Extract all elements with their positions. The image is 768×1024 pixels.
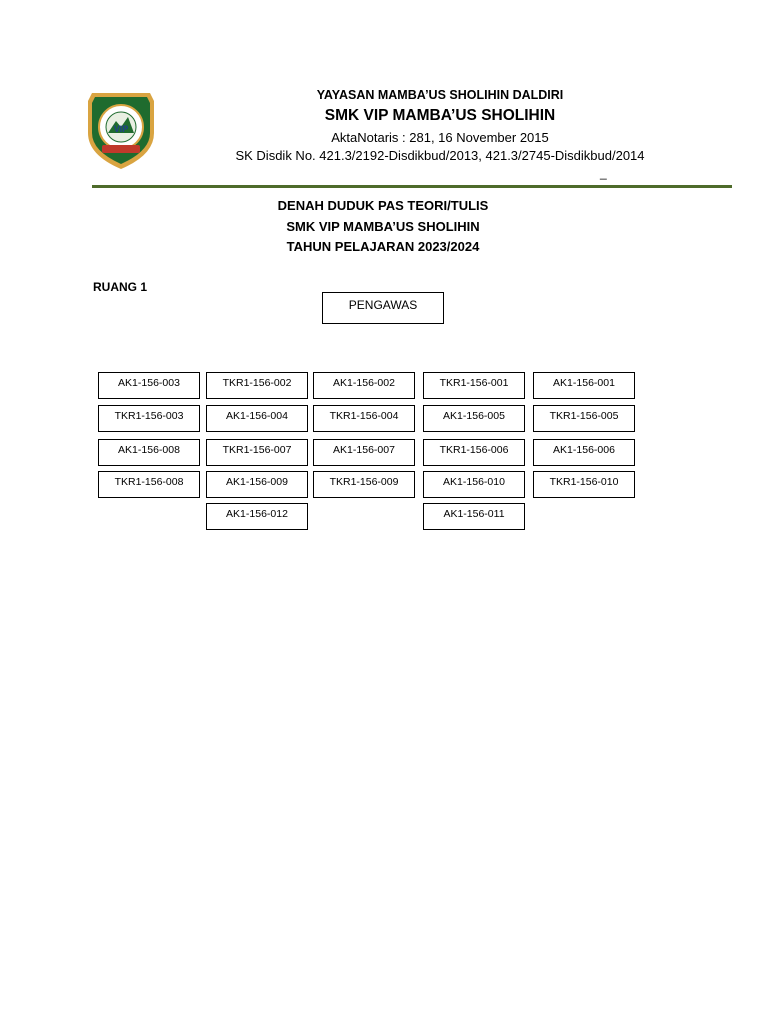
- seat-box: AK1-156-008: [98, 439, 200, 466]
- seat-box: AK1-156-007: [313, 439, 415, 466]
- room-label: RUANG 1: [93, 280, 148, 294]
- decree-number: SK Disdik No. 421.3/2192-Disdikbud/2013, 421.3/2745-Disdikbud/2014: [235, 148, 645, 163]
- seat-box: TKR1-156-009: [313, 471, 415, 498]
- seat-box: TKR1-156-010: [533, 471, 635, 498]
- seat-box: AK1-156-002: [313, 372, 415, 399]
- notary-deed: AktaNotaris : 281, 16 November 2015: [331, 130, 549, 145]
- seat-box: TKR1-156-008: [98, 471, 200, 498]
- seat-box: AK1-156-012: [206, 503, 308, 530]
- header-divider: [92, 185, 732, 188]
- document-title: DENAH DUDUK PAS TEORI/TULIS: [277, 198, 489, 213]
- seat-box: AK1-156-005: [423, 405, 525, 432]
- seat-box: AK1-156-010: [423, 471, 525, 498]
- school-crest-logo: [84, 87, 158, 171]
- seat-box: TKR1-156-002: [206, 372, 308, 399]
- seat-box: TKR1-156-005: [533, 405, 635, 432]
- seat-box: TKR1-156-003: [98, 405, 200, 432]
- seat-box: TKR1-156-004: [313, 405, 415, 432]
- document-subtitle-year: TAHUN PELAJARAN 2023/2024: [286, 239, 480, 254]
- seat-box: AK1-156-011: [423, 503, 525, 530]
- seat-box: AK1-156-009: [206, 471, 308, 498]
- seat-box: TKR1-156-007: [206, 439, 308, 466]
- seat-box: TKR1-156-001: [423, 372, 525, 399]
- seat-box: TKR1-156-006: [423, 439, 525, 466]
- foundation-name: YAYASAN MAMBA’US SHOLIHIN DALDIRI: [316, 88, 564, 102]
- seat-box: AK1-156-004: [206, 405, 308, 432]
- seat-box: AK1-156-006: [533, 439, 635, 466]
- supervisor-desk: PENGAWAS: [322, 292, 444, 324]
- school-name: SMK VIP MAMBA’US SHOLIHIN: [324, 107, 556, 124]
- logo-text: VIP: [113, 124, 129, 134]
- header-mark: _: [600, 166, 607, 180]
- document-subtitle-school: SMK VIP MAMBA’US SHOLIHIN: [286, 219, 480, 234]
- seat-box: AK1-156-003: [98, 372, 200, 399]
- seat-box: AK1-156-001: [533, 372, 635, 399]
